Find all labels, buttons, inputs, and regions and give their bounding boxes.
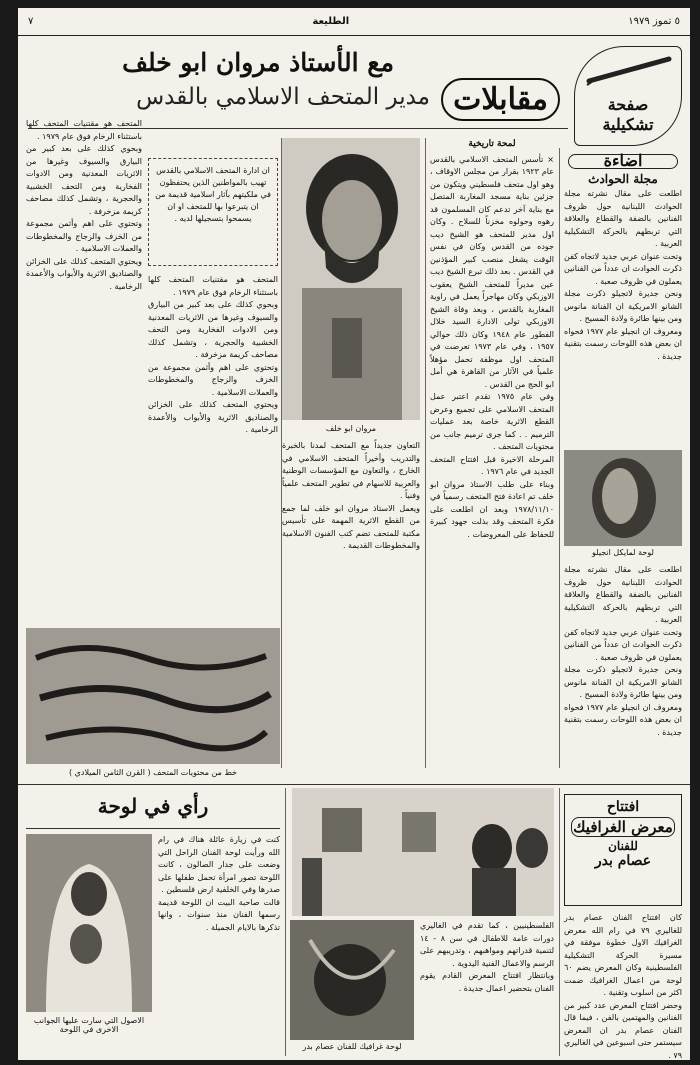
exhibition-artist: عصام بدر	[594, 853, 652, 869]
exhibition-title-box	[564, 794, 682, 906]
left-body-b: المتحف هو مقتنيات المتحف كلها باستثناء الرخام فوق عام ١٩٧٩ . وبحوي كذلك على بعد كبير من البيارق والسيوف وغيرها من الاثريات المعدنية ومن الادوات الفخارية ومن التحف الخشبية والحجرية ، وتشمل كذلك مصاحف كريمة مزخرفة . وتحتوي على اهم وأثمن مجموعة من الخزف والزجاج والمخطوطات والعملات الاسلامية . ويحتوي المتحف كذلك على الخزائن والصناديق الاثرية والأبواب والأعمدة الرخامية .	[26, 119, 142, 291]
column-divider-1	[559, 148, 560, 768]
graphic-caption: لوحة غرافيك للفنان عصام بدر	[302, 1042, 402, 1051]
mother-child-painting	[26, 834, 152, 1012]
interview-subtitle: مدير المتحف الاسلامي بالقدس	[136, 84, 430, 110]
events-body: اطلعت على مقال نشرته مجلة الحوادث اللبنانية حول ظروف الفنانين بالضفة والقطاع والعلاقة التي تربطهم بالحركة التشكيلية العربية . وتحت عنوان عربي جديد لاتجاه كفن ذكرت الحوادث ان عدداً من الفنانين يعملون في ظروف صعبة . ونحن جديرة لاتجيلو ذكرت مجلة الشانو الامريكية ان الفنانة مانوس ومن بينها طائرة ولادة المسيح . ومعروف ان انجيلو عام ١٩٧٧ فحواه ان بعض هذه اللوحات رسمت بتقنية جديدة .	[564, 189, 682, 361]
exhibition-title-1: افتتاح	[606, 799, 640, 815]
graphic-drawing	[290, 920, 414, 1040]
history-body: × تأسس المتحف الاسلامي بالقدس عام ١٩٢٣ بقرار من مجلس الاوقاف ، وهو اول متحف فلسطيني ويتكون من جزئين بناية مسجد المغاربة المتصل مع بناية آخر تدعم كان المسلمون قد رهوه وحولوه مخزناً للسلاح . وكان اول مدير للمتحف هو الشيخ ديب جوده من القدس وكان في نفس الوقت يشغل منصب كبير المؤذنين في القدس . بعد ذلك تبرع الشيخ ديب عين مديراً للمتحف الشيخ يعقوب الاوزبكي وكان مهاجراً يعمل في راوية المغاربة بالقدس ، وبعد وفاة الشيخ الاوزبكي تولى الادارة السيد خلال الفطور عام ١٩٤٨ وكان ذلك حوالي ١٩٥٧ ، وفي عام ١٩٧٣ تعرضت في المتحف اول موظفة تحمل مؤهلاً علمياً في الآثار من القاهرة هي أمل ابو الحج من القدس . وفي عام ١٩٧٥ تقدم اعتبر عمل المتحف الاسلامي على تجميع وعرض القطع الاثرية خاصة بعد عمليات الترميم . . كما جرى ترميم جانب من محتويات المتحف . المرحلة الاخيرة قبل افتتاح المتحف الجديد في عام ١٩٧٦ . وبناء على طلب الاستاذ مروان ابو خلف تم اعادة فتح المتحف رسمياً في ١٩٧٨/١١/١٠ وبعد ان اطلعت على فكرة المتحف وقد بذلت جهود كبيرة للحفاظ على المعروضات .	[430, 154, 555, 539]
exhibition-body: كان افتتاح الفنان عصام بدر للغاليري ٧٩ في رام الله معرض الغرافيك الاول خطوة موفقة في مسيرة الحركة التشكيلية الفلسطينية وكان المعرض يضم ٦٠ لوحة من اعمال الغرافيك ضمت اكثر من اسلوب وتقنية . وحضر افتتاح المعرض عدد كبير من الفنانين والمهتمين بالفن ، فيما قال الفنان عصام بدر ان المعرض سيستمر حتى اسبوعين في الغاليري ٧٩ .	[564, 913, 683, 1060]
calligraphy-drawing	[26, 628, 280, 764]
opinion-title: رأي في لوحة	[97, 794, 209, 818]
portrait-photo	[282, 138, 420, 420]
events-caption: لوحة لمايكل انجيلو	[592, 548, 654, 557]
page-number: ٧	[28, 16, 34, 27]
interviews-badge: مقابلات	[441, 78, 560, 121]
events-heading: اضاءة	[568, 154, 678, 169]
middle-column	[282, 440, 420, 760]
column-divider-3	[281, 138, 282, 768]
column-divider-2	[425, 138, 426, 768]
opinion-caption: الاصول التي سارت عليها الجوانب الاخرى في اللوحة	[33, 1016, 145, 1034]
brush-icon	[579, 51, 679, 91]
museum-notice-box: ان ادارة المتحف الاسلامي بالقدس تهيب بالمواطنين الذين يحتفظون في ملكيتهم بآثار اسلامية قديمة من ان يتبرعوا بها للمتحف او ان يسمحوا بتسجيلها لديه .	[148, 158, 278, 266]
column-divider-4	[559, 788, 560, 1056]
exhibition-photo	[292, 788, 554, 916]
column-divider-5	[285, 788, 286, 1056]
left-column-a	[148, 274, 278, 624]
middle-body: التعاون جديداً مع المتحف لمدنا بالخبرة والتدريب وأخيراً المتحف الاسلامي في الخارج ، والتعاون مع المؤسسات الوطنية والعربية للاسهام في تطوير المتحف علمياً وفنياً . ويعمل الاستاذ مروان ابو خلف لما جمع من القطع الاثرية المهمة على تأسيس مكتبة للمتحف تضم كتب الفنون الاسلامية والمخطوطات القديمة .	[282, 441, 420, 550]
history-heading: لمحة تاريخية	[468, 139, 516, 149]
opinion-painting	[26, 834, 152, 1012]
events-continued: اطلعت على مقال نشرته مجلة الحوادث اللبنانية حول ظروف الفنانين بالضفة والقطاع والعلاقة التي تربطهم بالحركة التشكيلية العربية . وتحت عنوان عربي جديد لاتجاه كفن ذكرت الحوادث ان عدداً من الفنانين يعملون في ظروف صعبة . ونحن جديرة لاتجيلو ذكرت مجلة الشانو الامريكية ان الفنانة مانوس ومن بينها طائرة ولادة المسيح . ومعروف ان انجيلو عام ١٩٧٧ فحواه ان بعض هذه اللوحات رسمت بتقنية جديدة .	[564, 565, 682, 737]
exhibition-body-2: الفلسطينيين ، كما تقدم في الغاليري دورات عامة للاطفال في سن ٨ - ١٤ لتنمية قدراتهم ومواهبهم ، وتدريبهم على الرسم والاعمال الفنية اليدوية . وبانتظار افتتاح المعرض القادم يقوم الفنان بتحضير اعمال جديدة .	[420, 921, 554, 993]
page-header	[18, 8, 690, 36]
issue-date: ٥ تموز ١٩٧٩	[628, 16, 680, 27]
manuscript-image	[26, 628, 280, 764]
gallery-scene	[292, 788, 554, 916]
newspaper-name: الطليعة	[312, 16, 350, 27]
man-portrait	[282, 138, 420, 420]
opinion-body: كنت في زيارة عائلة هناك في رام الله ورأيت لوحة الفنان الراحل التي وضعت على جدار الصالون ، كانت اللوحة تصور امرأة تحمل طفلها على صدرها وفي الخلفية ارض فلسطين . قالت صاحبة البيت ان اللوحة قديمة رسمها الفنان منذ سنوات ، وانها تذكرها بالايام الجميلة .	[158, 835, 280, 932]
section-label-line1: صفحة	[607, 95, 649, 114]
interview-title: مع الأستاذ مروان ابو خلف	[122, 48, 394, 77]
events-painting	[564, 450, 682, 546]
events-subheading: مجلة الحوادث	[588, 171, 658, 186]
opinion-rule	[26, 828, 280, 829]
section-divider	[18, 784, 690, 785]
section-logo	[574, 46, 682, 146]
newspaper-page	[18, 8, 690, 1060]
section-label-line2: تشكيلية	[602, 115, 654, 134]
graphic-artwork	[290, 920, 414, 1040]
exhibition-title-2: معرض الغرافيك	[571, 817, 675, 837]
left-body-a: المتحف هو مقتنيات المتحف كلها باستثناء الرخام فوق عام ١٩٧٩ . وبحوي كذلك على بعد كبير من البيارق والسيوف وغيرها من الاثريات المعدنية ومن الادوات الفخارية ومن التحف الخشبية والحجرية ، وتشمل كذلك مصاحف كريمة مزخرفة . وتحتوي على اهم وأثمن مجموعة من الخزف والزجاج والمخطوطات والعملات الاسلامية . ويحتوي المتحف كذلك على الخزائن والصناديق الاثرية والأبواب والأعمدة الرخامية .	[148, 275, 278, 434]
events-column	[564, 151, 682, 444]
portrait-caption: مروان ابو خلف	[325, 424, 377, 433]
manuscript-caption: خط من محتويات المتحف ( القرن الثامن الميلادي )	[68, 768, 237, 777]
left-column-b	[26, 118, 142, 628]
portrait-drawing	[564, 450, 682, 546]
exhibition-title-3: للفنان	[608, 839, 638, 853]
